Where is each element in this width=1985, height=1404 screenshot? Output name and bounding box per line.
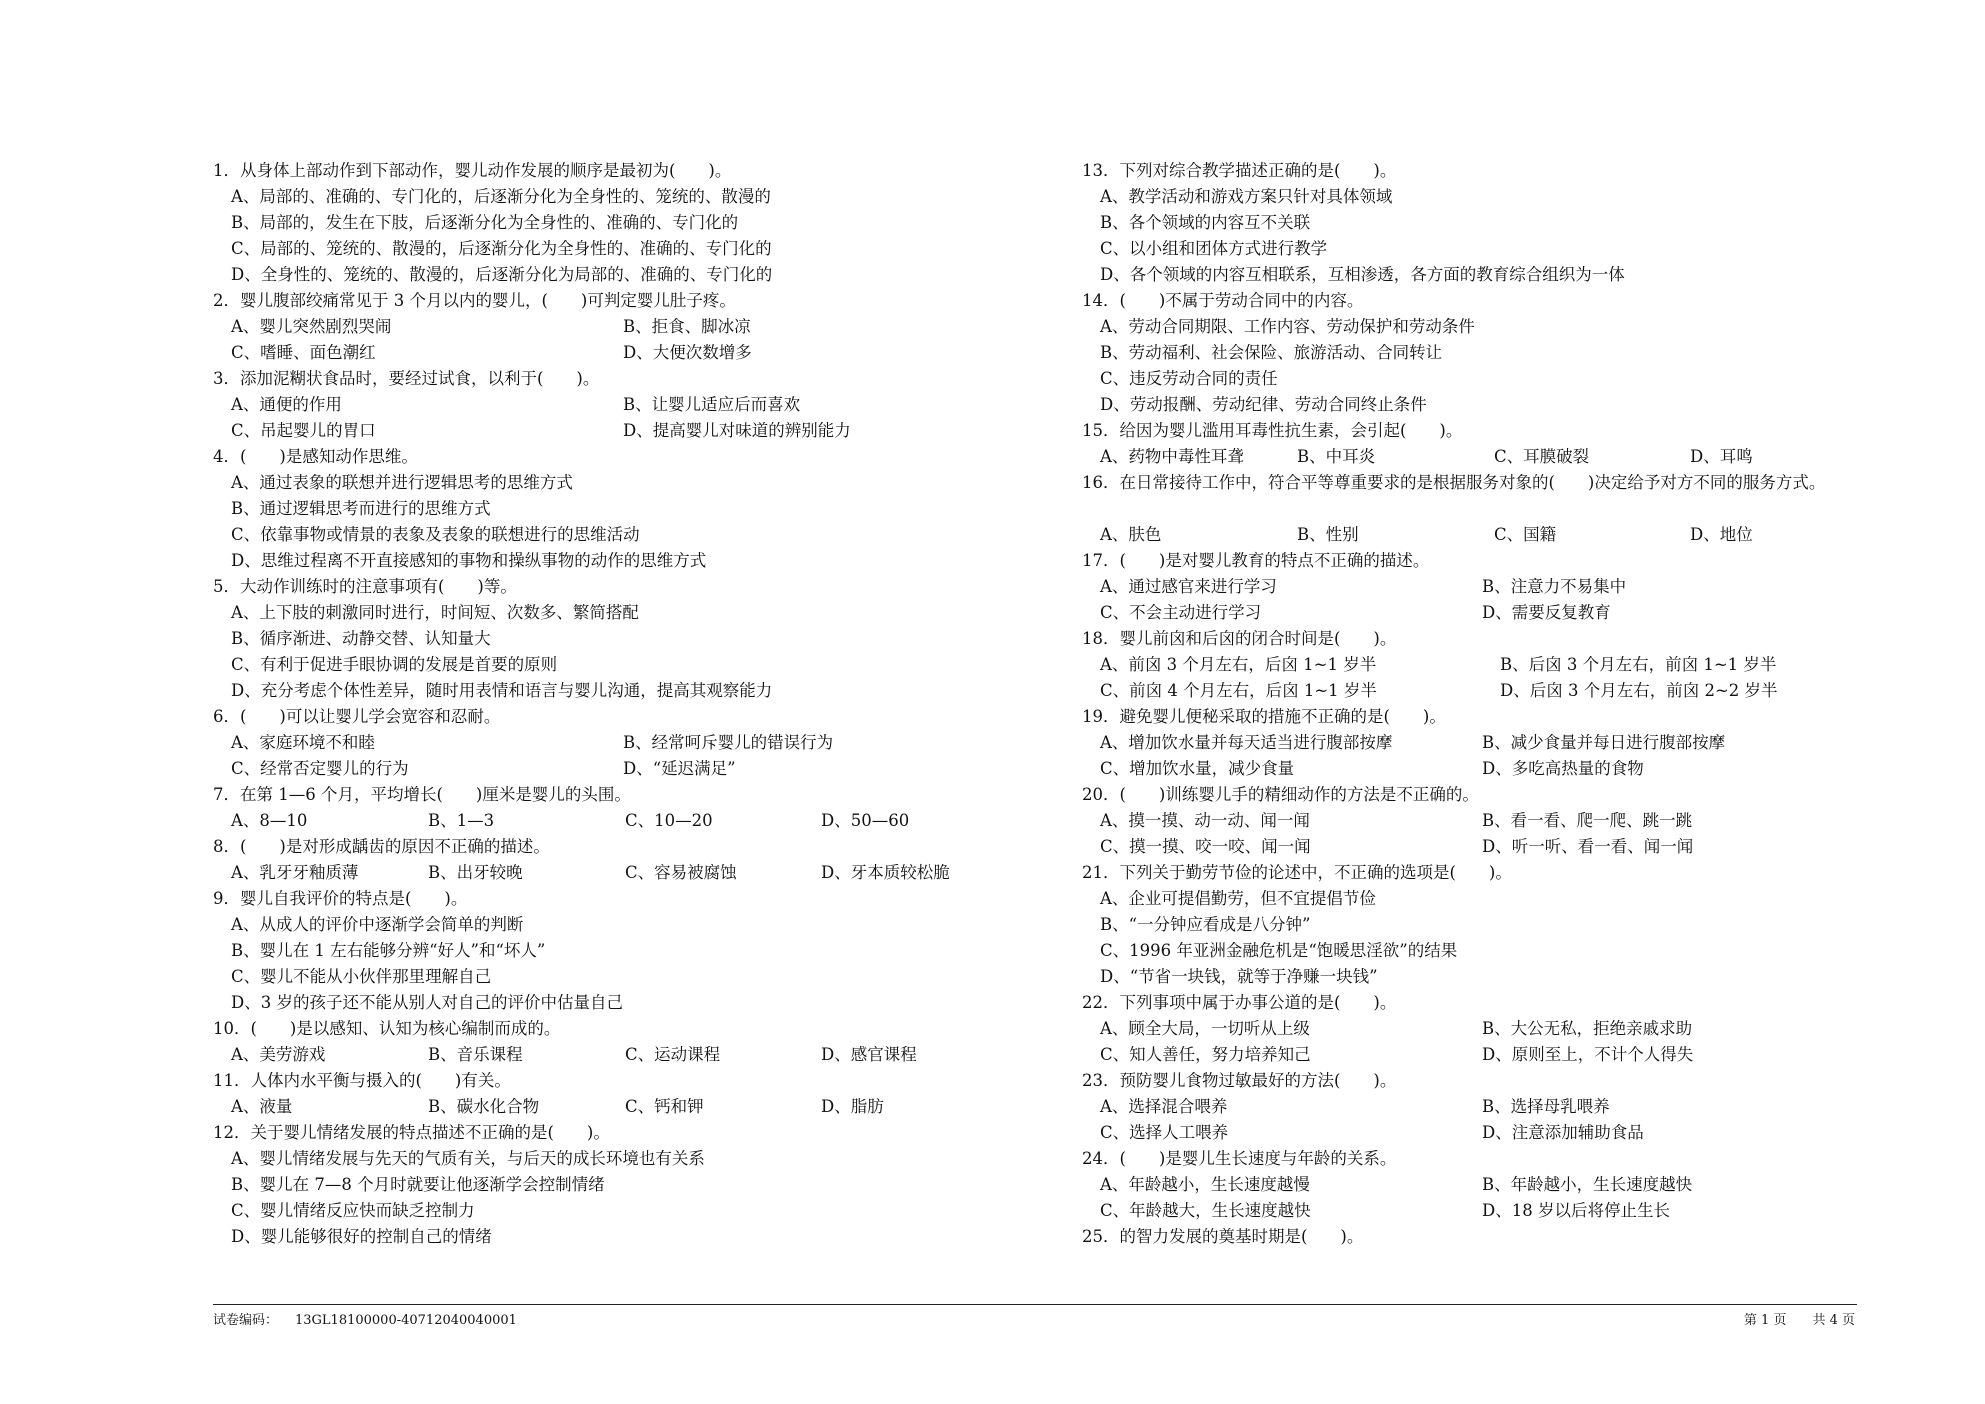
question-stem: 14．( )不属于劳动合同中的内容。 [1082, 291, 1364, 310]
answer-option: D、耳鸣 [1690, 447, 1753, 466]
answer-option: C、局部的、笼统的、散漫的，后逐渐分化为全身性的、准确的、专门化的 [231, 239, 772, 258]
answer-option: C、知人善任，努力培养知己 [1100, 1045, 1311, 1064]
answer-option: A、美劳游戏 [231, 1045, 326, 1064]
answer-option: A、乳牙牙釉质薄 [231, 863, 359, 882]
answer-option: D、全身性的、笼统的、散漫的，后逐渐分化为局部的、准确的、专门化的 [231, 265, 773, 284]
answer-option: D、3 岁的孩子还不能从别人对自己的评价中估量自己 [231, 993, 623, 1012]
question-item [213, 886, 1073, 1016]
question-item [1082, 704, 1962, 782]
answer-option: C、婴儿情绪反应快而缺乏控制力 [231, 1201, 475, 1220]
answer-option: B、碳水化合物 [428, 1097, 540, 1116]
answer-option: A、从成人的评价中逐渐学会简单的判断 [231, 915, 524, 934]
answer-option: A、通便的作用 [231, 395, 342, 414]
answer-option: B、中耳炎 [1297, 447, 1376, 466]
answer-option: B、经常呵斥婴儿的错误行为 [623, 733, 834, 752]
footer-divider [213, 1304, 1857, 1305]
answer-option: A、婴儿情绪发展与先天的气质有关，与后天的成长环境也有关系 [231, 1149, 705, 1168]
option-row [213, 808, 1073, 834]
question-item [213, 444, 1073, 574]
answer-option: D、脂肪 [821, 1097, 884, 1116]
question-stem: 18．婴儿前囟和后囟的闭合时间是( )。 [1082, 629, 1397, 648]
footer [213, 1310, 1857, 1332]
option-row [213, 392, 1073, 418]
page-number: 第 1 页 共 4 页 [1743, 1313, 1855, 1328]
answer-option: B、性别 [1297, 525, 1359, 544]
question-stem: 10．( )是以感知、认知为核心编制而成的。 [213, 1019, 561, 1038]
answer-option: A、年龄越小，生长速度越慢 [1100, 1175, 1310, 1194]
exam-code-label: 试卷编码： [213, 1313, 279, 1328]
answer-option: A、肤色 [1100, 525, 1162, 544]
option-row [1082, 444, 1962, 470]
answer-option: A、顾全大局，一切听从上级 [1100, 1019, 1310, 1038]
answer-option: B、拒食、脚冰凉 [623, 317, 751, 336]
answer-option: A、8—10 [231, 811, 308, 830]
question-stem: 5．大动作训练时的注意事项有( )等。 [213, 577, 517, 596]
option-row [1082, 730, 1962, 756]
question-item [1082, 418, 1962, 470]
option-row [1082, 1172, 1962, 1198]
answer-option: C、钙和钾 [625, 1097, 704, 1116]
question-item [1082, 470, 1962, 548]
question-item [213, 288, 1073, 366]
answer-option: C、选择人工喂养 [1100, 1123, 1229, 1142]
question-item [213, 366, 1073, 444]
answer-option: B、年龄越小，生长速度越快 [1482, 1175, 1693, 1194]
answer-option: D、“节省一块钱，就等于净赚一块钱” [1100, 967, 1378, 986]
answer-option: D、听一听、看一看、闻一闻 [1482, 837, 1694, 856]
answer-option: A、上下肢的刺激同时进行，时间短、次数多、繁简搭配 [231, 603, 639, 622]
answer-option: B、选择母乳喂养 [1482, 1097, 1610, 1116]
answer-option: C、依靠事物或情景的表象及表象的联想进行的思维活动 [231, 525, 640, 544]
answer-option: C、10—20 [625, 811, 713, 830]
answer-option: D、充分考虑个体性差异，随时用表情和语言与婴儿沟通，提高其观察能力 [231, 681, 773, 700]
question-stem: 23．预防婴儿食物过敏最好的方法( )。 [1082, 1071, 1397, 1090]
answer-option: B、减少食量并每日进行腹部按摩 [1482, 733, 1726, 752]
answer-option: B、1—3 [428, 811, 495, 830]
answer-option: D、原则至上，不计个人得失 [1482, 1045, 1694, 1064]
option-row [1082, 834, 1962, 860]
option-row [213, 1094, 1073, 1120]
exam-code: 13GL18100000-40712040040001 [295, 1313, 517, 1328]
answer-option: C、1996 年亚洲金融危机是“饱暖思淫欲”的结果 [1100, 941, 1458, 960]
answer-option: D、需要反复教育 [1482, 603, 1611, 622]
answer-option: D、牙本质较松脆 [821, 863, 950, 882]
answer-option: D、18 岁以后将停止生长 [1482, 1201, 1670, 1220]
answer-option: B、循序渐进、动静交替、认知量大 [231, 629, 491, 648]
answer-option: C、婴儿不能从小伙伴那里理解自己 [231, 967, 492, 986]
question-item [1082, 1068, 1962, 1146]
answer-option: D、各个领域的内容互相联系，互相渗透，各方面的教育综合组织为一体 [1100, 265, 1625, 284]
answer-option: A、通过感官来进行学习 [1100, 577, 1277, 596]
option-row [213, 418, 1073, 444]
question-stem: 22．下列事项中属于办事公道的是( )。 [1082, 993, 1397, 1012]
answer-option: B、婴儿在 1 左右能够分辨“好人”和“坏人” [231, 941, 546, 960]
answer-option: B、让婴儿适应后而喜欢 [623, 395, 801, 414]
answer-option: C、违反劳动合同的责任 [1100, 369, 1278, 388]
option-row [1082, 1198, 1962, 1224]
question-item [213, 782, 1073, 834]
answer-option: C、摸一摸、咬一咬、闻一闻 [1100, 837, 1311, 856]
answer-option: D、注意添加辅助食品 [1482, 1123, 1644, 1142]
question-item [1082, 626, 1962, 704]
question-stem: 7．在第 1—6 个月，平均增长( )厘米是婴儿的头围。 [213, 785, 631, 804]
question-item [213, 1068, 1073, 1120]
option-row [213, 730, 1073, 756]
option-row [1082, 678, 1962, 704]
answer-option: D、多吃高热量的食物 [1482, 759, 1644, 778]
question-item [213, 574, 1073, 704]
answer-option: C、经常否定婴儿的行为 [231, 759, 409, 778]
question-item [1082, 990, 1962, 1068]
answer-option: A、摸一摸、动一动、闻一闻 [1100, 811, 1310, 830]
answer-option: B、各个领域的内容互不关联 [1100, 213, 1311, 232]
question-item [213, 1120, 1073, 1250]
answer-option: A、教学活动和游戏方案只针对具体领域 [1100, 187, 1393, 206]
answer-option: B、注意力不易集中 [1482, 577, 1627, 596]
answer-option: C、年龄越大，生长速度越快 [1100, 1201, 1311, 1220]
question-item [213, 704, 1073, 782]
option-row [1082, 574, 1962, 600]
answer-option: D、后囟 3 个月左右，前囟 2~2 岁半 [1500, 681, 1778, 700]
answer-option: D、思维过程离不开直接感知的事物和操纵事物的动作的思维方式 [231, 551, 707, 570]
question-stem: 20．( )训练婴儿手的精细动作的方法是不正确的。 [1082, 785, 1479, 804]
answer-option: D、地位 [1690, 525, 1753, 544]
answer-option: C、以小组和团体方式进行教学 [1100, 239, 1328, 258]
answer-option: D、劳动报酬、劳动纪律、劳动合同终止条件 [1100, 395, 1427, 414]
option-row [1082, 1016, 1962, 1042]
answer-option: A、通过表象的联想并进行逻辑思考的思维方式 [231, 473, 573, 492]
answer-option: C、容易被腐蚀 [625, 863, 737, 882]
answer-option: A、液量 [231, 1097, 293, 1116]
answer-option: C、运动课程 [625, 1045, 721, 1064]
question-item [1082, 860, 1962, 990]
answer-option: D、“延迟满足” [623, 759, 736, 778]
question-stem: 11．人体内水平衡与摄入的( )有关。 [213, 1071, 511, 1090]
answer-option: D、婴儿能够很好的控制自己的情绪 [231, 1227, 492, 1246]
question-item [1082, 1224, 1962, 1250]
answer-option: C、不会主动进行学习 [1100, 603, 1262, 622]
question-stem: 13．下列对综合教学描述正确的是( )。 [1082, 161, 1397, 180]
question-stem: 17．( )是对婴儿教育的特点不正确的描述。 [1082, 551, 1430, 570]
question-stem: 16．在日常接待工作中，符合平等尊重要求的是根据服务对象的( )决定给予对方不同的服务方式。 [1082, 473, 1826, 492]
option-row [1082, 808, 1962, 834]
answer-option: B、大公无私，拒绝亲戚求助 [1482, 1019, 1693, 1038]
answer-option: C、吊起婴儿的胃口 [231, 421, 376, 440]
answer-option: B、看一看、爬一爬、跳一跳 [1482, 811, 1693, 830]
option-row [1082, 1042, 1962, 1068]
question-item [1082, 782, 1962, 860]
question-stem: 8．( )是对形成龋齿的原因不正确的描述。 [213, 837, 550, 856]
answer-option: D、感官课程 [821, 1045, 917, 1064]
answer-option: C、前囟 4 个月左右，后囟 1~1 岁半 [1100, 681, 1377, 700]
answer-option: D、50—60 [821, 811, 910, 830]
question-stem: 24．( )是婴儿生长速度与年龄的关系。 [1082, 1149, 1397, 1168]
question-stem: 2．婴儿腹部绞痛常见于 3 个月以内的婴儿，( )可判定婴儿肚子疼。 [213, 291, 736, 310]
answer-option: D、大便次数增多 [623, 343, 752, 362]
answer-option: B、局部的，发生在下肢，后逐渐分化为全身性的、准确的、专门化的 [231, 213, 739, 232]
answer-option: B、出牙较晚 [428, 863, 523, 882]
answer-option: B、“一分钟应看成是八分钟” [1100, 915, 1311, 934]
answer-option: A、前囟 3 个月左右，后囟 1~1 岁半 [1100, 655, 1377, 674]
answer-option: A、劳动合同期限、工作内容、劳动保护和劳动条件 [1100, 317, 1475, 336]
answer-option: B、通过逻辑思考而进行的思维方式 [231, 499, 491, 518]
question-item [1082, 548, 1962, 626]
answer-option: A、增加饮水量并每天适当进行腹部按摩 [1100, 733, 1393, 752]
option-row [213, 314, 1073, 340]
answer-option: B、后囟 3 个月左右，前囟 1~1 岁半 [1500, 655, 1777, 674]
answer-option: C、耳膜破裂 [1494, 447, 1590, 466]
option-row [1082, 652, 1962, 678]
answer-option: A、选择混合喂养 [1100, 1097, 1228, 1116]
answer-option: A、婴儿突然剧烈哭闹 [231, 317, 392, 336]
answer-option: C、嗜睡、面色潮红 [231, 343, 376, 362]
question-item [1082, 288, 1962, 418]
question-item [1082, 158, 1962, 288]
answer-option: A、家庭环境不和睦 [231, 733, 375, 752]
answer-option: D、提高婴儿对味道的辨别能力 [623, 421, 851, 440]
question-stem: 4．( )是感知动作思维。 [213, 447, 418, 466]
option-row [1082, 1120, 1962, 1146]
question-stem: 6．( )可以让婴儿学会宽容和忍耐。 [213, 707, 501, 726]
question-stem: 19．避免婴儿便秘采取的措施不正确的是( )。 [1082, 707, 1446, 726]
option-row [1082, 1094, 1962, 1120]
option-row [213, 1042, 1073, 1068]
question-stem: 3．添加泥糊状食品时，要经过试食，以利于( )。 [213, 369, 600, 388]
question-item [213, 834, 1073, 886]
question-stem: 9．婴儿自我评价的特点是( )。 [213, 889, 468, 908]
option-row [213, 860, 1073, 886]
option-row [1082, 522, 1962, 548]
answer-option: C、国籍 [1494, 525, 1557, 544]
left-question-column [213, 158, 1073, 1250]
answer-option: B、婴儿在 7—8 个月时就要让他逐渐学会控制情绪 [231, 1175, 605, 1194]
question-stem: 25．的智力发展的奠基时期是( )。 [1082, 1227, 1364, 1246]
answer-option: B、音乐课程 [428, 1045, 523, 1064]
question-item [213, 158, 1073, 288]
option-row [1082, 600, 1962, 626]
answer-option: A、药物中毒性耳聋 [1100, 447, 1244, 466]
answer-option: A、企业可提倡勤劳，但不宜提倡节俭 [1100, 889, 1376, 908]
answer-option: C、增加饮水量，减少食量 [1100, 759, 1295, 778]
question-item [1082, 1146, 1962, 1224]
question-stem: 1．从身体上部动作到下部动作，婴儿动作发展的顺序是最初为( )。 [213, 161, 732, 180]
answer-option: B、劳动福利、社会保险、旅游活动、合同转让 [1100, 343, 1443, 362]
answer-option: A、局部的、准确的、专门化的，后逐渐分化为全身性的、笼统的、散漫的 [231, 187, 771, 206]
question-stem: 21．下列关于勤劳节俭的论述中，不正确的选项是( )。 [1082, 863, 1512, 882]
option-row [1082, 756, 1962, 782]
option-row [213, 340, 1073, 366]
answer-option: C、有利于促进手眼协调的发展是首要的原则 [231, 655, 558, 674]
option-row [213, 756, 1073, 782]
question-stem: 15．给因为婴儿滥用耳毒性抗生素，会引起( )。 [1082, 421, 1463, 440]
right-question-column [1082, 158, 1962, 1250]
question-item [213, 1016, 1073, 1068]
question-stem: 12．关于婴儿情绪发展的特点描述不正确的是( )。 [213, 1123, 610, 1142]
